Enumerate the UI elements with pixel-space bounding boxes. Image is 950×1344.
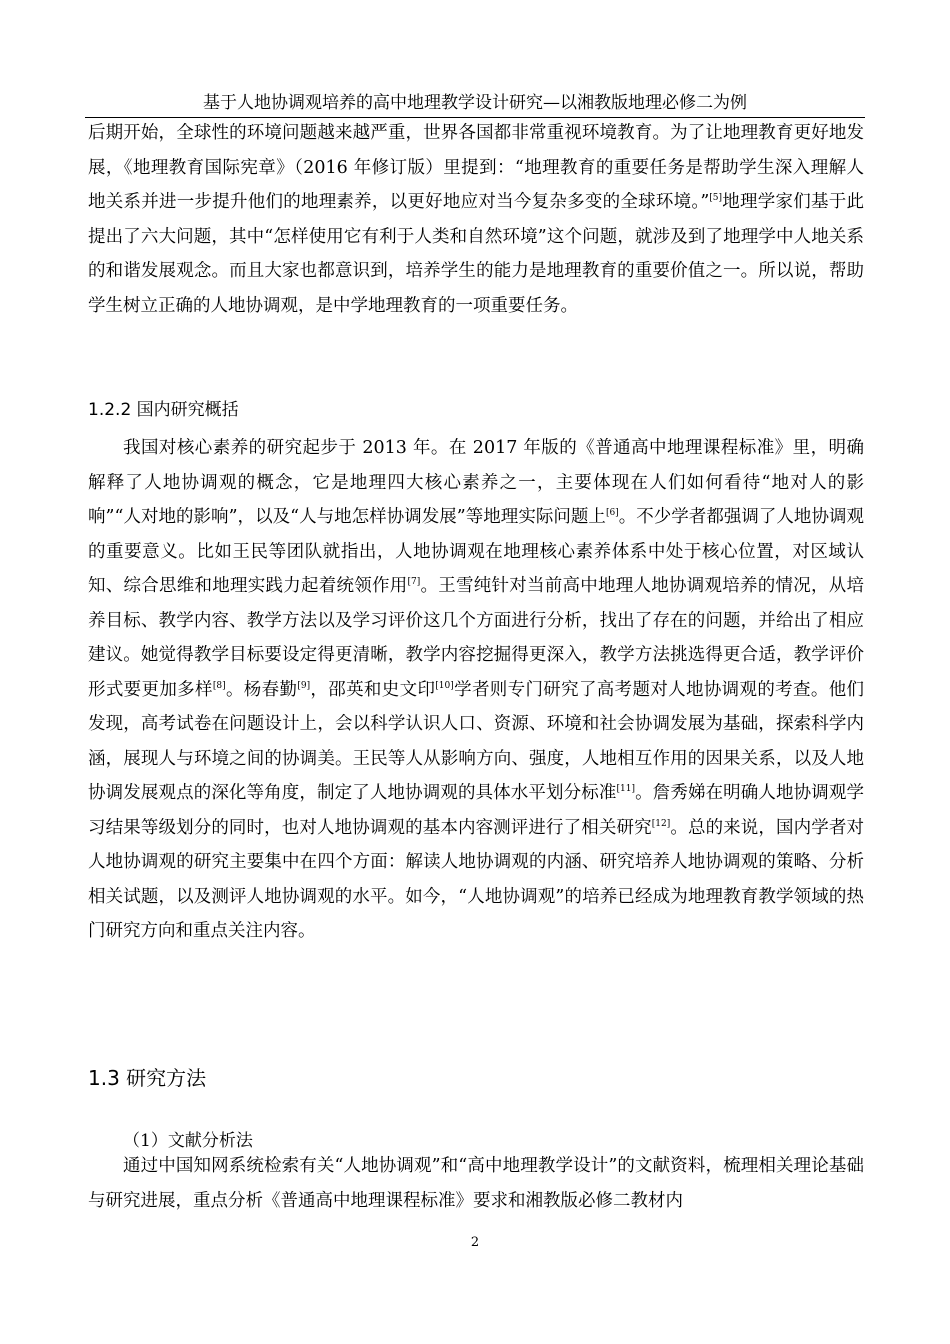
text-segment: 。王雪纯针对当前高中地理人地协调观培养的情况，从培养目标、教学内容、教学方法以及学习评价这几个方面进行分析，找出了存在的问题，并给出了相应建议。她觉得教学目标要设定得更清晰，教学内容挖掘得更深入，教学方法挑选得更合适，教学评价形式要更加多样 (88, 576, 864, 700)
citation-10: [10] (435, 680, 454, 691)
page-number: 2 (470, 1235, 480, 1250)
citation-5: [5] (709, 193, 723, 203)
paragraph-text (88, 116, 864, 323)
section-heading-1-2-2: 1.2.2 国内研究概括 (88, 400, 239, 420)
text-segment: 学者则专门研究了高考题对人地协调观的考查。他们发现，高考试卷在问题设计上，会以科学认识人口、资源、环境和社会协调发展为基础，探索科学内涵，展现人与环境之间的协调美。王民等人从影响方向、强度，人地相互作用的因果关系，以及人地协调发展观点的深化等角度，制定了人地协调观的具体水平划分标准 (88, 679, 865, 803)
text-segment: 。不少学者都强调了人地协调观的重要意义。比如王民等团队就指出，人地协调观在地理核心素养体系中处于核心位置，对区域认知、综合思维和地理实践力起着统领作用 (88, 507, 865, 596)
paragraph-text: 通过中国知网系统检索有关“人地协调观”和“高中地理教学设计”的文献资料，梳理相关理论基础与研究进展，重点分析《普通高中地理课程标准》要求和湘教版必修二教材内 (88, 1156, 864, 1211)
text-segment: 。总的来说，国内学者对人地协调观的研究主要集中在四个方面：解读人地协调观的内涵、研究培养人地协调观的策略、分析相关试题，以及测评人地协调观的水平。如今，“人地协调观”的培养已经成为地理教育教学领域的热门研究方向和重点关注内容。 (88, 817, 865, 941)
citation-12: [12] (651, 818, 671, 829)
paragraph-text-a: 后期开始，全球性的环境问题越来越严重，世界各国都非常重视环境教育。为了让地理教育更好地发展，《地理教育国际宪章》（2016 年修订版）里提到：“地理教育的重要任务是帮助学生深入理解人地关系并进一步提升他们的地理素养，以更好地应对当今复杂多变的全球环境。” (88, 123, 864, 212)
citation-11: [11] (616, 784, 635, 794)
text-segment: 我国对核心素养的研究起步于 2013 年。在 2017 年版的《普通高中地理课程标准》里，明确解释了人地协调观的概念，它是地理四大核心素养之一，主要体现在人们如何看待“地对人的影响”“人对地的影响”，以及“人与地怎样协调发展”等地理实际问题上 (88, 438, 864, 527)
paragraph-text-b: 地理学家们基于此提出了六大问题，其中“怎样使用它有利于人类和自然环境”这个问题，就涉及到了地理学中人地关系的和谐发展观念。而且大家也都意识到，培养学生的能力是地理教育的重要价值之一。所以说，帮助学生树立正确的人地协调观，是中学地理教育的一项重要任务。 (88, 192, 864, 316)
text-segment: 。杨春勤 (225, 679, 298, 700)
citation-8: [8] (212, 680, 226, 691)
text-segment: 。詹秀娣在明确人地协调观学习结果等级划分的同时，也对人地协调观的基本内容测评进行了相关研究 (88, 783, 864, 838)
citation-7: [7] (407, 577, 421, 587)
paragraph-text (88, 431, 864, 949)
citation-6: [6] (605, 508, 619, 518)
method-label-literature-analysis: （1）文献分析法 (123, 1131, 253, 1151)
citation-9: [9] (297, 680, 311, 691)
paragraph-domestic-research (88, 431, 864, 949)
text-segment: ，邵英和史文印 (310, 679, 436, 700)
paragraph-literature-analysis (88, 1149, 864, 1218)
paragraph-environment-education (88, 116, 864, 323)
running-header: 基于人地协调观培养的高中地理教学设计研究—以湘教版地理必修二为例 (203, 93, 747, 113)
section-heading-1-3: 1.3 研究方法 (88, 1066, 207, 1090)
